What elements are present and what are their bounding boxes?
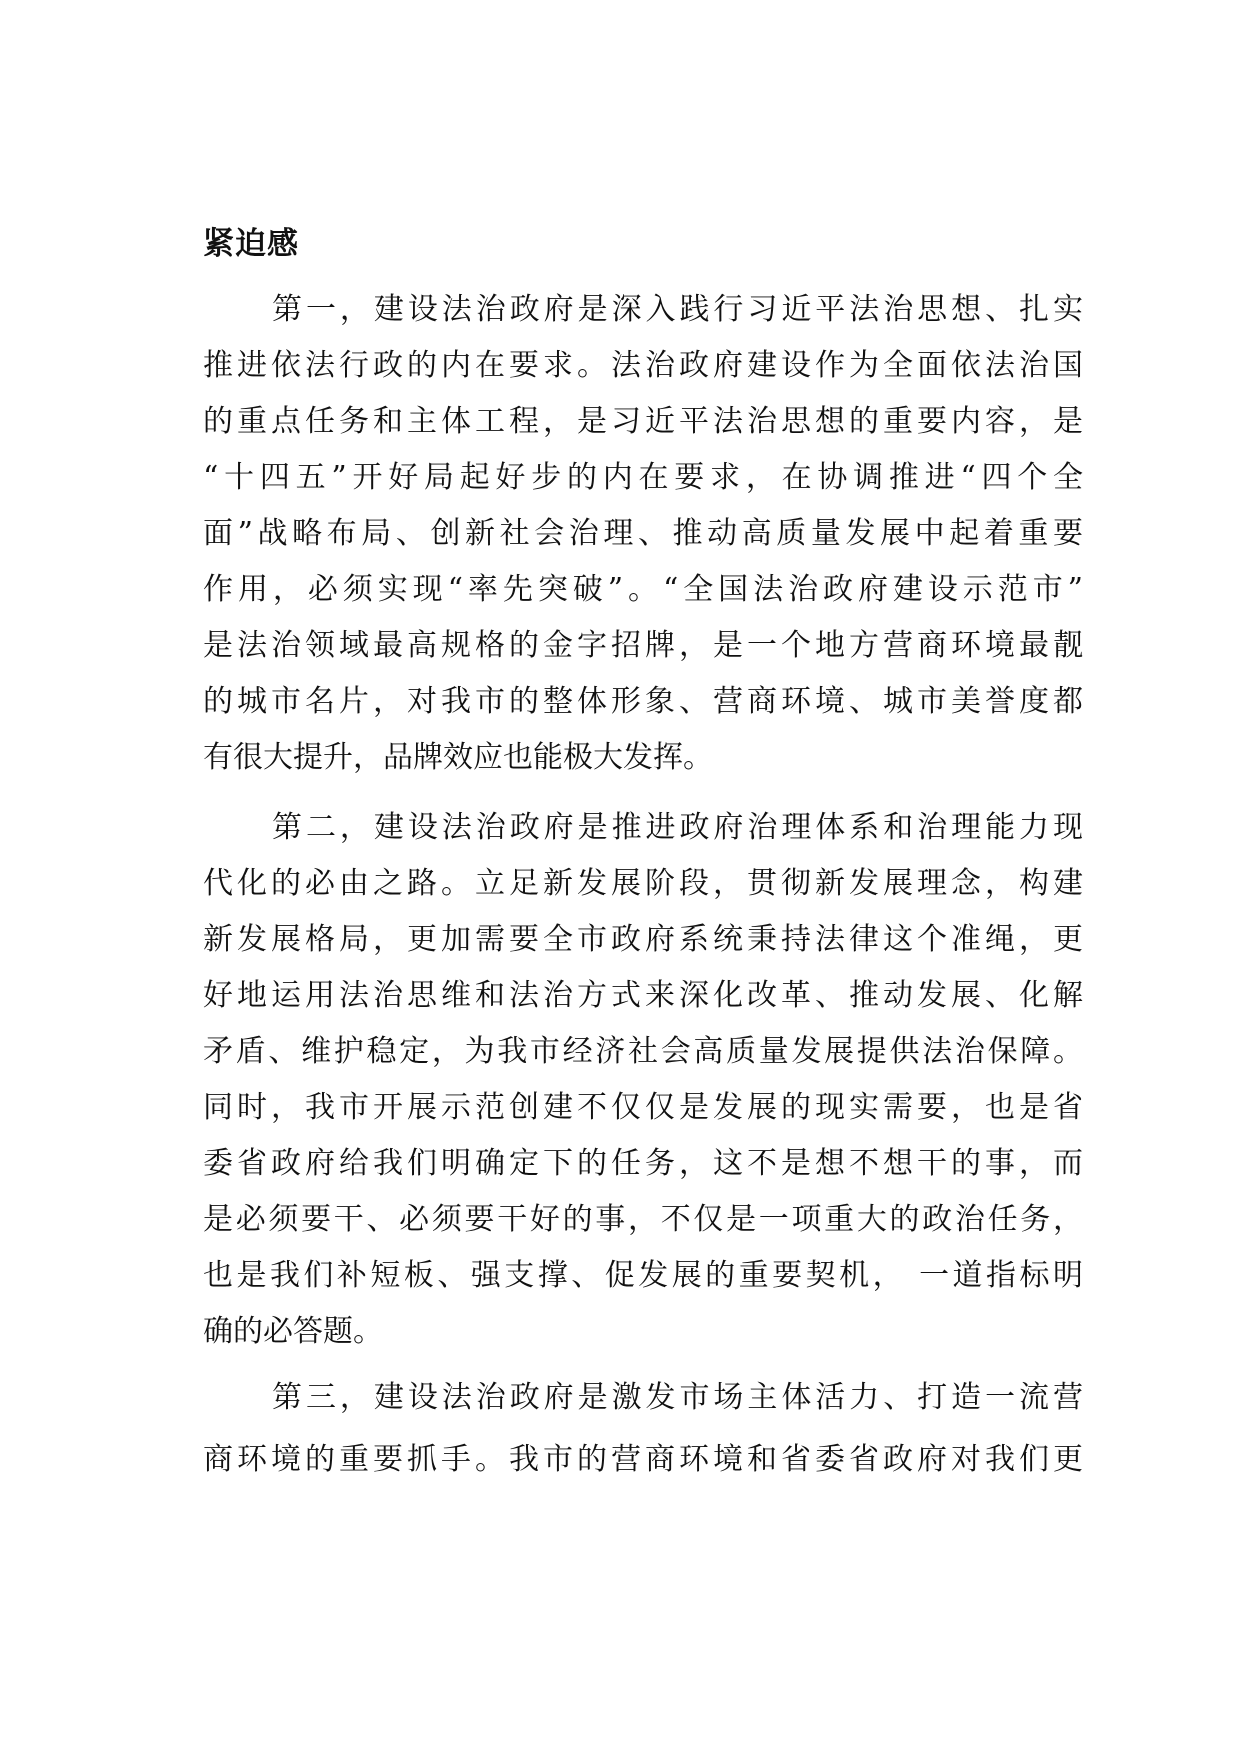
paragraph-line: 好地运用法治思维和法治方式来深化改革、推动发展、化解 — [203, 978, 1083, 1013]
paragraph-line: 矛盾、维护稳定，为我市经济社会高质量发展提供法治保障。 — [203, 1034, 1083, 1069]
paragraph-line: 第一，建设法治政府是深入践行习近平法治思想、扎实 — [272, 292, 1083, 327]
paragraph-line: 商环境的重要抓手。我市的营商环境和省委省政府对我们更 — [203, 1442, 1083, 1477]
paragraph-line: 同时，我市开展示范创建不仅仅是发展的现实需要，也是省 — [203, 1090, 1083, 1125]
paragraph-line: 第二，建设法治政府是推进政府治理体系和治理能力现 — [272, 810, 1083, 845]
paragraph-line: 也是我们补短板、强支撑、促发展的重要契机， 一道指标明 — [203, 1258, 1083, 1293]
paragraph-line: 有很大提升，品牌效应也能极大发挥。 — [203, 740, 713, 775]
paragraph-line: 第三，建设法治政府是激发市场主体活力、打造一流营 — [272, 1380, 1083, 1415]
paragraph-line: 的重点任务和主体工程，是习近平法治思想的重要内容，是 — [203, 404, 1083, 439]
paragraph-line: 面”战略布局、创新社会治理、推动高质量发展中起着重要 — [203, 516, 1083, 551]
paragraph-line: 代化的必由之路。立足新发展阶段，贯彻新发展理念，构建 — [203, 866, 1083, 901]
paragraph-line: 确的必答题。 — [203, 1314, 383, 1349]
paragraph-line: 是法治领域最高规格的金字招牌，是一个地方营商环境最靓 — [203, 628, 1083, 663]
section-heading: 紧迫感 — [203, 226, 299, 262]
paragraph-line: 作用，必须实现“率先突破”。“全国法治政府建设示范市” — [203, 572, 1083, 607]
paragraph-line: 的城市名片，对我市的整体形象、营商环境、城市美誉度都 — [203, 684, 1083, 719]
paragraph-line: 是必须要干、必须要干好的事，不仅是一项重大的政治任务， — [203, 1202, 1083, 1237]
paragraph-line: 委省政府给我们明确定下的任务，这不是想不想干的事，而 — [203, 1146, 1083, 1181]
paragraph-line: 新发展格局，更加需要全市政府系统秉持法律这个准绳，更 — [203, 922, 1083, 957]
paragraph-line: “十四五”开好局起好步的内在要求，在协调推进“四个全 — [203, 460, 1083, 495]
paragraph-line: 推进依法行政的内在要求。法治政府建设作为全面依法治国 — [203, 348, 1083, 383]
